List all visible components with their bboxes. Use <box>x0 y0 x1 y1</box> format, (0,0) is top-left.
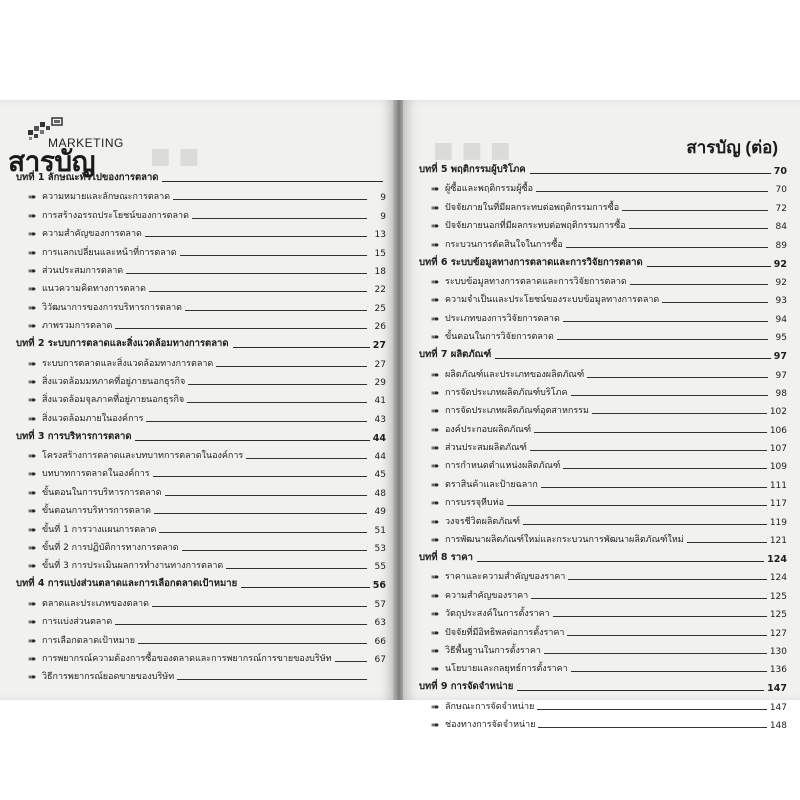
chapter-page-number: 124 <box>767 554 787 566</box>
toc-entry <box>419 565 787 583</box>
leader-line <box>187 402 367 403</box>
leader-line <box>557 339 768 340</box>
entry-title: ตลาดและประเภทของตลาด <box>42 598 149 609</box>
entry-title: วิวัฒนาการของการบริหารการตลาด <box>42 302 183 313</box>
entry-page-number: 130 <box>769 646 787 657</box>
leader-line <box>185 310 367 311</box>
toc-entry <box>16 499 386 517</box>
leader-line <box>536 191 768 192</box>
leader-line <box>571 671 767 672</box>
toc-entry <box>419 694 787 712</box>
arrow-bullet-icon: ➠ <box>431 535 440 547</box>
entry-title: ประเภทของการวิจัยการตลาด <box>445 313 560 324</box>
leader-line <box>530 173 771 174</box>
leader-line <box>115 328 367 329</box>
chapter-title: บทที่ 1 ลักษณะทั่วไปของการตลาด <box>16 172 159 183</box>
toc-entry <box>419 417 787 435</box>
arrow-bullet-icon: ➠ <box>28 543 37 555</box>
arrow-bullet-icon: ➠ <box>431 627 440 639</box>
toc-entry <box>16 444 386 462</box>
leader-line <box>523 524 767 525</box>
entry-title: ขั้นตอนในการบริหารการตลาด <box>42 487 162 498</box>
entry-title: วิธีการพยากรณ์ยอดขายของบริษัท <box>42 672 175 683</box>
chapter-title: บทที่ 7 ผลิตภัณฑ์ <box>419 349 492 361</box>
entry-title: การพัฒนาผลิตภัณฑ์ใหม่และกระบวนการพัฒนาผลิตภัณฑ์ใหม่ <box>445 535 684 546</box>
entry-page-number: 148 <box>769 721 787 732</box>
arrow-bullet-icon: ➠ <box>28 451 37 463</box>
chapter-page-number: 97 <box>773 351 787 363</box>
arrow-bullet-icon: ➠ <box>28 598 37 610</box>
arrow-bullet-icon: ➠ <box>28 653 37 665</box>
toc-list-right <box>419 158 787 731</box>
entry-title: ปัจจัยที่มีอิทธิพลต่อการตั้งราคา <box>445 627 565 638</box>
leader-line <box>152 606 367 607</box>
leader-line <box>571 395 769 396</box>
leader-line <box>162 181 383 182</box>
toc-entry <box>16 185 386 203</box>
entry-page-number: 125 <box>769 610 787 621</box>
entry-title: การกำหนดตำแหน่งผลิตภัณฑ์ <box>445 461 561 472</box>
leader-line <box>477 561 764 562</box>
entry-title: แนวความคิดทางการตลาด <box>42 284 146 295</box>
entry-title: การแบ่งส่วนตลาด <box>42 617 113 628</box>
entry-page-number: 67 <box>374 654 386 665</box>
arrow-bullet-icon: ➠ <box>431 221 440 233</box>
entry-title: ผู้ซื้อและพฤติกรรมผู้ซื้อ <box>445 184 534 195</box>
toc-entry <box>16 591 386 609</box>
entry-title: ลักษณะการจัดจำหน่าย <box>445 701 535 712</box>
toc-entry <box>16 351 386 369</box>
leader-line <box>241 587 370 588</box>
entry-title: โครงสร้างการตลาดและบทบาทการตลาดในองค์การ <box>42 451 244 462</box>
leader-line <box>507 505 767 506</box>
chapter-title: บทที่ 5 พฤติกรรมผู้บริโภค <box>419 164 526 175</box>
arrow-bullet-icon: ➠ <box>28 635 37 647</box>
entry-title: สิ่งแวดล้อมภายในองค์การ <box>42 413 144 424</box>
entry-title: ระบบการตลาดและสิ่งแวดล้อมทางการตลาด <box>42 358 214 369</box>
entry-page-number: 27 <box>374 359 386 370</box>
arrow-bullet-icon: ➠ <box>431 572 440 584</box>
chapter-heading <box>16 166 386 185</box>
entry-page-number: 22 <box>374 285 386 296</box>
toc-entry <box>16 665 386 683</box>
leader-line <box>630 284 768 285</box>
leader-line <box>544 653 767 654</box>
toc-entry <box>419 325 787 343</box>
chapter-heading <box>419 251 787 270</box>
arrow-bullet-icon: ➠ <box>431 645 440 657</box>
show-through-text: ■ ■ <box>150 144 200 169</box>
toc-entry <box>16 222 386 240</box>
toc-entry <box>16 203 386 221</box>
entry-title: ภาพรวมการตลาด <box>42 321 113 332</box>
entry-page-number: 9 <box>380 193 386 204</box>
toc-entry <box>16 314 386 332</box>
leader-line <box>687 542 767 543</box>
entry-page-number: 107 <box>769 444 787 455</box>
entry-title: ขั้นตอนในการวิจัยการตลาด <box>445 332 554 343</box>
leader-line <box>567 635 766 636</box>
entry-page-number: 18 <box>374 266 386 277</box>
toc-entry <box>419 362 787 380</box>
entry-title: สิ่งแวดล้อมมหภาคที่อยู่ภายนอกธุรกิจ <box>42 376 186 387</box>
leader-line <box>537 709 767 710</box>
toc-entry <box>419 177 787 195</box>
leader-line <box>629 228 768 229</box>
leader-line <box>173 199 367 200</box>
arrow-bullet-icon: ➠ <box>28 192 37 204</box>
entry-page-number: 15 <box>374 248 386 259</box>
leader-line <box>622 210 768 211</box>
entry-title: นโยบายและกลยุทธ์การตั้งราคา <box>445 664 568 675</box>
entry-title: ความสำคัญของการตลาด <box>42 229 142 240</box>
leader-line <box>182 550 367 551</box>
entry-page-number: 109 <box>769 462 787 473</box>
toc-entry <box>419 381 787 399</box>
entry-page-number: 121 <box>769 536 787 547</box>
entry-title: การเลือกตลาดเป้าหมาย <box>42 635 136 646</box>
toc-entry <box>419 195 787 213</box>
entry-title: การบรรจุหีบห่อ <box>445 498 504 509</box>
entry-title: กระบวนการตัดสินใจในการซื้อ <box>445 239 563 250</box>
entry-page-number: 94 <box>775 314 787 325</box>
entry-title: วัตถุประสงค์ในการตั้งราคา <box>445 609 550 620</box>
chapter-title: บทที่ 2 ระบบการตลาดและสิ่งแวดล้อมทางการตลาด <box>16 338 229 350</box>
toc-entry <box>419 602 787 620</box>
toc-entry <box>419 657 787 675</box>
entry-page-number: 125 <box>769 591 787 602</box>
arrow-bullet-icon: ➠ <box>28 672 37 684</box>
arrow-bullet-icon: ➠ <box>28 617 37 629</box>
leader-line <box>153 476 367 477</box>
toc-entry <box>419 454 787 472</box>
chapter-title: บทที่ 9 การจัดจำหน่าย <box>419 681 514 693</box>
leader-line <box>534 432 767 433</box>
toc-entry <box>16 277 386 295</box>
entry-page-number: 44 <box>374 452 386 463</box>
leader-line <box>154 513 367 514</box>
arrow-bullet-icon: ➠ <box>431 461 440 473</box>
entry-page-number: 25 <box>374 303 386 314</box>
entry-page-number: 92 <box>775 277 787 288</box>
arrow-bullet-icon: ➠ <box>28 376 37 388</box>
leader-line <box>145 236 367 237</box>
entry-title: การจัดประเภทผลิตภัณฑ์อุตสาหกรรม <box>445 406 589 417</box>
toc-entry <box>419 306 787 324</box>
leader-line <box>188 384 367 385</box>
entry-page-number: 45 <box>374 470 386 481</box>
arrow-bullet-icon: ➠ <box>431 406 440 418</box>
chapter-page-number: 147 <box>767 683 787 695</box>
arrow-bullet-icon: ➠ <box>28 265 37 277</box>
logo-text: MARKETING <box>48 136 124 150</box>
entry-page-number: 13 <box>374 230 386 241</box>
toc-entry <box>419 713 787 731</box>
chapter-page-number: 44 <box>372 432 386 444</box>
entry-title: ส่วนประสมผลิตภัณฑ์ <box>445 443 527 454</box>
chapter-title: บทที่ 3 การบริหารการตลาด <box>16 430 132 442</box>
entry-title: ขั้นที่ 2 การปฏิบัติการทางการตลาด <box>42 543 179 554</box>
toc-entry <box>419 583 787 601</box>
leader-line <box>495 358 770 359</box>
entry-title: องค์ประกอบผลิตภัณฑ์ <box>445 424 532 435</box>
entry-title: ขั้นที่ 1 การวางแผนการตลาด <box>42 524 157 535</box>
leader-line <box>662 302 768 303</box>
arrow-bullet-icon: ➠ <box>28 284 37 296</box>
leader-line <box>587 377 768 378</box>
leader-line <box>180 255 367 256</box>
leader-line <box>563 321 768 322</box>
entry-page-number: 57 <box>374 599 386 610</box>
leader-line <box>566 247 768 248</box>
leader-line <box>563 468 766 469</box>
entry-title: ขั้นตอนการบริหารการตลาด <box>42 506 152 517</box>
leader-line <box>149 291 367 292</box>
toc-entry <box>419 270 787 288</box>
arrow-bullet-icon: ➠ <box>431 184 440 196</box>
arrow-bullet-icon: ➠ <box>431 332 440 344</box>
open-book <box>0 100 800 732</box>
arrow-bullet-icon: ➠ <box>431 516 440 528</box>
entry-title: ผลิตภัณฑ์และประเภทของผลิตภัณฑ์ <box>445 369 585 380</box>
entry-page-number: 29 <box>374 377 386 388</box>
chapter-heading <box>419 546 787 565</box>
entry-page-number: 48 <box>374 488 386 499</box>
arrow-bullet-icon: ➠ <box>28 413 37 425</box>
toc-entry <box>16 480 386 498</box>
chapter-page-number: 92 <box>773 258 787 270</box>
entry-page-number: 43 <box>374 414 386 425</box>
arrow-bullet-icon: ➠ <box>431 479 440 491</box>
entry-page-number: 119 <box>769 517 787 528</box>
entry-page-number: 41 <box>374 396 386 407</box>
leader-line <box>226 568 367 569</box>
entry-title: การแลกเปลี่ยนและหน้าที่การตลาด <box>42 247 177 258</box>
toc-entry <box>419 528 787 546</box>
arrow-bullet-icon: ➠ <box>431 424 440 436</box>
entry-page-number: 106 <box>769 425 787 436</box>
entry-title: ช่องทางการจัดจำหน่าย <box>445 720 536 731</box>
chapter-title: บทที่ 4 การแบ่งส่วนตลาดและการเลือกตลาดเป้าหมาย <box>16 578 238 590</box>
leader-line <box>177 679 367 680</box>
toc-entry <box>16 240 386 258</box>
entry-title: ความหมายและลักษณะการตลาด <box>42 192 171 203</box>
arrow-bullet-icon: ➠ <box>28 229 37 241</box>
entry-title: ปัจจัยภายนอกที่มีผลกระทบต่อพฤติกรรมการซื้อ <box>445 221 626 232</box>
arrow-bullet-icon: ➠ <box>28 561 37 573</box>
leader-line <box>541 487 767 488</box>
chapter-heading <box>16 572 386 591</box>
chapter-heading <box>16 332 386 351</box>
entry-page-number: 9 <box>380 211 386 222</box>
leader-line <box>553 616 767 617</box>
chapter-page-number: 27 <box>372 340 386 352</box>
toc-entry <box>419 639 787 657</box>
toc-entry <box>16 388 386 406</box>
show-through-text: ■ ■ ■ <box>433 138 511 163</box>
arrow-bullet-icon: ➠ <box>28 247 37 259</box>
toc-entry <box>419 214 787 232</box>
entry-title: ส่วนประสมการตลาด <box>42 265 124 276</box>
leader-line <box>146 421 367 422</box>
arrow-bullet-icon: ➠ <box>431 313 440 325</box>
arrow-bullet-icon: ➠ <box>28 506 37 518</box>
entry-page-number: 72 <box>775 203 787 214</box>
toc-entry <box>16 554 386 572</box>
arrow-bullet-icon: ➠ <box>28 210 37 222</box>
toc-title-continued: สารบัญ (ต่อ) <box>686 138 778 157</box>
leader-line <box>216 366 367 367</box>
entry-page-number: 63 <box>374 618 386 629</box>
entry-page-number: 70 <box>775 185 787 196</box>
chapter-page-number: 70 <box>773 166 787 177</box>
leader-line <box>115 624 367 625</box>
entry-page-number: 53 <box>374 544 386 555</box>
toc-entry <box>16 462 386 480</box>
toc-entry <box>419 232 787 250</box>
toc-entry <box>419 491 787 509</box>
entry-title: ราคาและความสำคัญของราคา <box>445 572 566 583</box>
entry-page-number: 89 <box>775 240 787 251</box>
leader-line <box>126 273 367 274</box>
entry-page-number: 111 <box>769 480 787 491</box>
toc-entry <box>419 288 787 306</box>
entry-title: การจัดประเภทผลิตภัณฑ์บริโภค <box>445 387 568 398</box>
arrow-bullet-icon: ➠ <box>28 358 37 370</box>
toc-entry <box>419 509 787 527</box>
arrow-bullet-icon: ➠ <box>431 239 440 251</box>
leader-line <box>530 450 767 451</box>
arrow-bullet-icon: ➠ <box>28 524 37 536</box>
leader-line <box>335 661 367 662</box>
entry-page-number: 93 <box>775 296 787 307</box>
toc-entry <box>419 436 787 454</box>
entry-page-number: 66 <box>374 636 386 647</box>
entry-page-number: 124 <box>769 573 787 584</box>
entry-page-number: 97 <box>775 370 787 381</box>
chapter-heading <box>419 343 787 362</box>
entry-page-number: 102 <box>769 407 787 418</box>
arrow-bullet-icon: ➠ <box>431 701 440 713</box>
toc-entry <box>419 472 787 490</box>
entry-title: การพยากรณ์ความต้องการซื้อของตลาดและการพยากรณ์การขายของบริษัท <box>42 653 332 664</box>
toc-entry <box>16 517 386 535</box>
entry-page-number: 26 <box>374 322 386 333</box>
entry-title: ตราสินค้าและป้ายฉลาก <box>445 479 538 490</box>
entry-page-number: 49 <box>374 507 386 518</box>
leader-line <box>246 458 367 459</box>
arrow-bullet-icon: ➠ <box>431 295 440 307</box>
entry-page-number: 127 <box>769 628 787 639</box>
toc-list-left <box>16 166 386 683</box>
toc-entry <box>16 259 386 277</box>
toc-entry <box>16 628 386 646</box>
arrow-bullet-icon: ➠ <box>28 487 37 499</box>
arrow-bullet-icon: ➠ <box>28 469 37 481</box>
arrow-bullet-icon: ➠ <box>431 590 440 602</box>
arrow-bullet-icon: ➠ <box>431 369 440 381</box>
entry-title: วงจรชีวิตผลิตภัณฑ์ <box>445 516 520 527</box>
entry-title: การสร้างอรรถประโยชน์ของการตลาด <box>42 210 189 221</box>
leader-line <box>138 643 367 644</box>
arrow-bullet-icon: ➠ <box>431 720 440 732</box>
leader-line <box>568 579 766 580</box>
toc-title: สารบัญ <box>8 146 95 177</box>
entry-title: ขั้นที่ 3 การประเมินผลการทำงานทางการตลาด <box>42 561 224 572</box>
leader-line <box>531 598 767 599</box>
leader-line <box>517 690 764 691</box>
leader-line <box>159 532 367 533</box>
toc-entry <box>16 370 386 388</box>
entry-title: วิธีพื้นฐานในการตั้งราคา <box>445 645 541 656</box>
entry-page-number: 84 <box>775 222 787 233</box>
chapter-heading <box>16 425 386 444</box>
leader-line <box>165 495 367 496</box>
entry-page-number: 55 <box>374 562 386 573</box>
arrow-bullet-icon: ➠ <box>431 202 440 214</box>
leader-line <box>192 218 367 219</box>
chapter-heading <box>419 158 787 177</box>
entry-page-number: 95 <box>775 333 787 344</box>
arrow-bullet-icon: ➠ <box>431 443 440 455</box>
left-page <box>0 100 395 700</box>
entry-page-number: 136 <box>769 665 787 676</box>
leader-line <box>538 727 766 728</box>
entry-title: สิ่งแวดล้อมจุลภาคที่อยู่ภายนอกธุรกิจ <box>42 395 185 406</box>
toc-entry <box>16 406 386 424</box>
toc-entry <box>16 647 386 665</box>
leader-line <box>647 266 771 267</box>
chapter-title: บทที่ 6 ระบบข้อมูลทางการตลาดและการวิจัยการตลาด <box>419 256 643 268</box>
toc-entry <box>16 536 386 554</box>
arrow-bullet-icon: ➠ <box>431 609 440 621</box>
arrow-bullet-icon: ➠ <box>28 321 37 333</box>
entry-title: ความจำเป็นและประโยชน์ของระบบข้อมูลทางการตลาด <box>445 295 660 306</box>
entry-title: บทบาทการตลาดในองค์การ <box>42 469 150 480</box>
entry-page-number: 98 <box>775 388 787 399</box>
chapter-title: บทที่ 8 ราคา <box>419 552 473 564</box>
toc-entry <box>16 295 386 313</box>
entry-page-number: 117 <box>769 499 787 510</box>
chapter-heading <box>419 675 787 694</box>
entry-title: ปัจจัยภายในที่มีผลกระทบต่อพฤติกรรมการซื้อ <box>445 202 620 213</box>
leader-line <box>592 413 767 414</box>
toc-entry <box>16 610 386 628</box>
arrow-bullet-icon: ➠ <box>28 302 37 314</box>
leader-line <box>233 347 370 348</box>
chapter-page-number: 56 <box>372 580 386 592</box>
arrow-bullet-icon: ➠ <box>431 387 440 399</box>
entry-page-number: 51 <box>374 525 386 536</box>
toc-entry <box>419 620 787 638</box>
right-page <box>403 100 800 732</box>
toc-entry <box>419 399 787 417</box>
arrow-bullet-icon: ➠ <box>431 664 440 676</box>
entry-title: ความสำคัญของราคา <box>445 590 529 601</box>
arrow-bullet-icon: ➠ <box>431 276 440 288</box>
arrow-bullet-icon: ➠ <box>28 395 37 407</box>
entry-page-number: 147 <box>769 702 787 713</box>
entry-title: ระบบข้อมูลทางการตลาดและการวิจัยการตลาด <box>445 276 627 287</box>
leader-line <box>135 440 369 441</box>
arrow-bullet-icon: ➠ <box>431 498 440 510</box>
